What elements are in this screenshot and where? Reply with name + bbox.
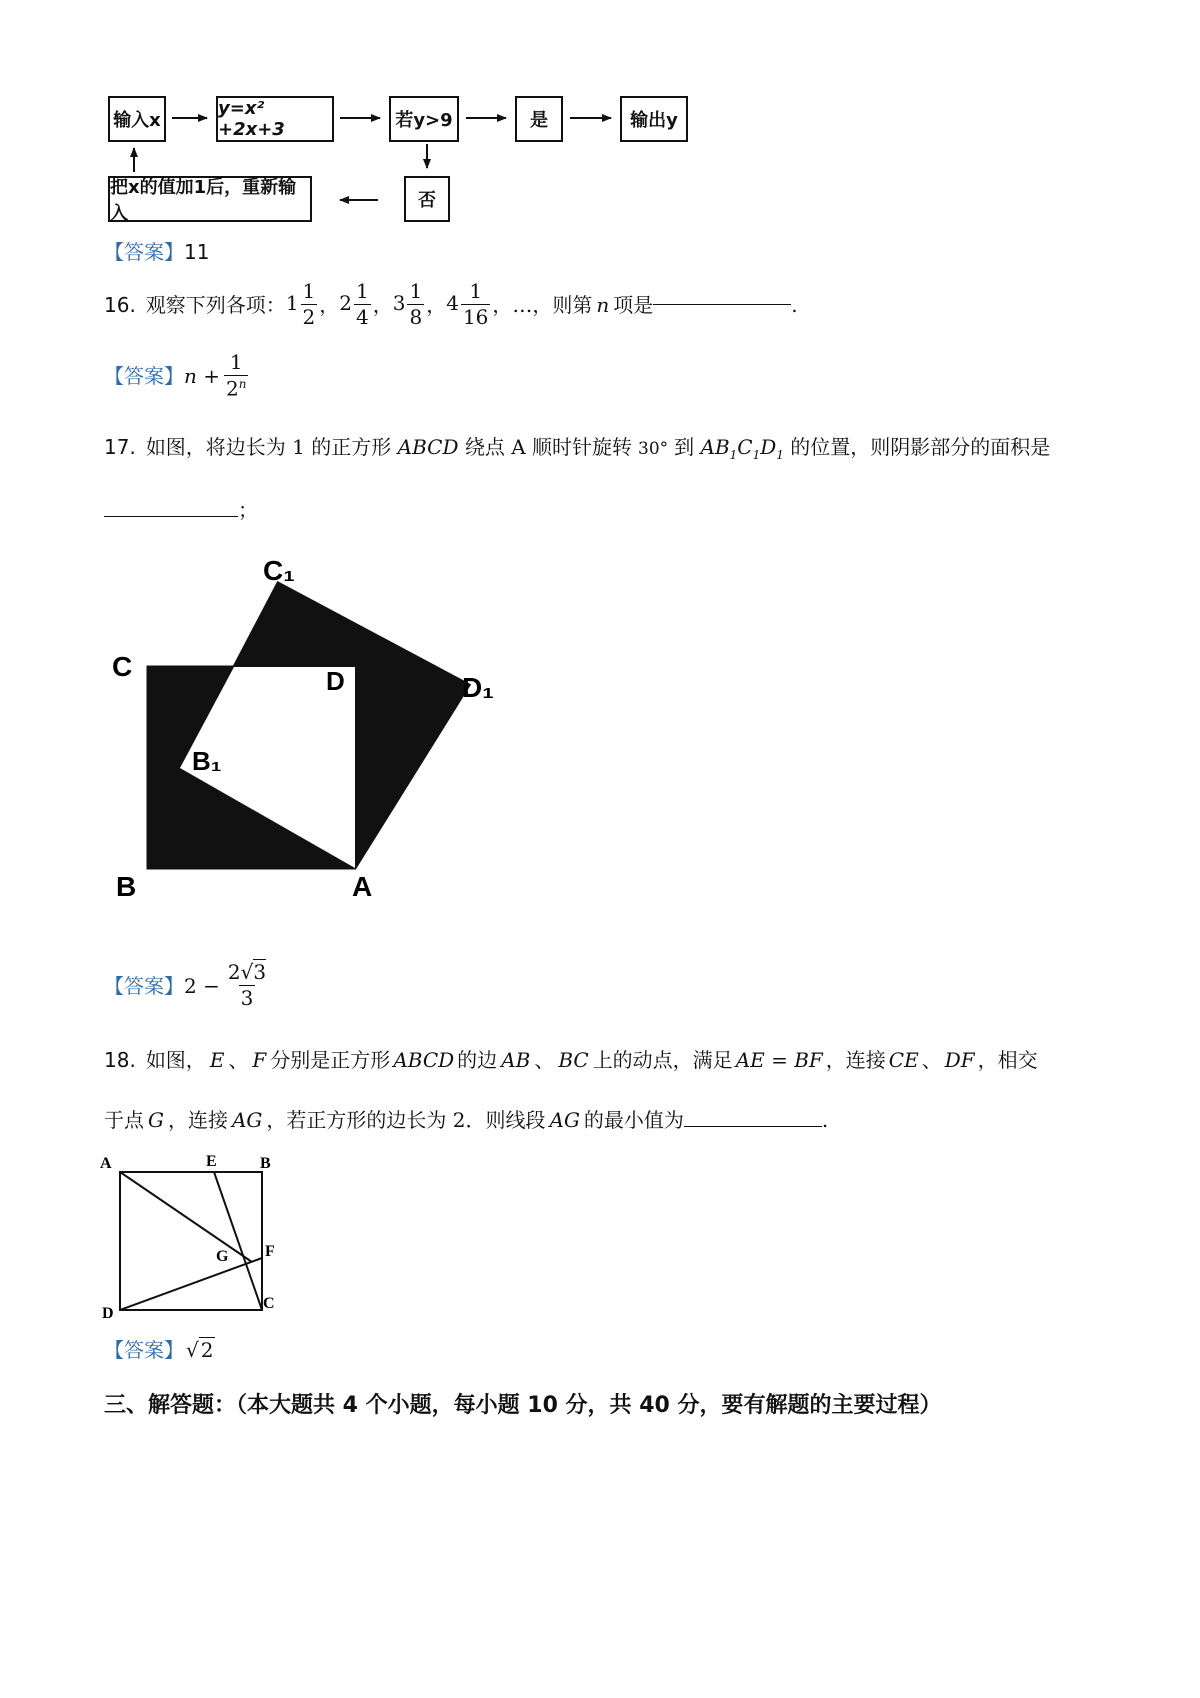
q18-text-line1: 18. 如图， E 、 F 分别是正方形 ABCD 的边 AB 、 BC 上的动点，满足 AE = BF ，连接 CE 、 DF ，相交	[104, 1048, 1038, 1072]
q18-label-B: B	[260, 1155, 271, 1172]
q17-answer-fraction: $\frac{2√3}{3}$	[227, 960, 267, 1010]
flowchart-loop-box: 把x的值加1后，重新输入	[108, 176, 312, 222]
q18-answer-radical: √ 2	[186, 1338, 214, 1362]
q18-label-E: E	[206, 1153, 217, 1170]
q17-answer-blank[interactable]	[104, 516, 238, 517]
q18-answer-blank[interactable]	[684, 1126, 822, 1127]
section-3-heading: 三、解答题：（本大题共 4 个小题，每小题 10 分，共 40 分，要有解题的主要过程）	[104, 1393, 942, 1418]
q17-label-D: D	[326, 666, 345, 696]
q17-label-A: A	[352, 871, 373, 902]
q17-label-D1: D₁	[462, 672, 494, 703]
q18-label-A: A	[100, 1155, 112, 1172]
q16-text: 16. 观察下列各项： 1 $\frac{1}{2}$ ， 2 $\frac{1}{4}$ ， 3 $\frac{1}{8}$ ， 4 $\frac{1}{16}$ ，…，则第 n 项是 .	[104, 279, 798, 329]
q16-answer: 【答案】 n + $\frac{1}{2^n}$	[104, 350, 247, 401]
q18-label-F: F	[265, 1243, 275, 1260]
q18-label-G: G	[216, 1248, 229, 1265]
q18-segment-DF	[120, 1258, 262, 1310]
q16-item-3: 3 $\frac{1}{8}$	[392, 279, 423, 329]
q18-square	[120, 1172, 262, 1310]
flowchart-arrows	[0, 0, 720, 240]
q18-text-line2: 于点 G ，连接 AG ，若正方形的边长为 2．则线段 AG 的最小值为 .	[104, 1108, 829, 1132]
q17-label-B1: B₁	[192, 746, 222, 776]
q18-label-C: C	[263, 1295, 275, 1312]
q17-answer: 【答案】 2 − $\frac{2√3}{3}$	[104, 960, 267, 1010]
flowchart-formula-box: y=x² +2x+3	[216, 96, 334, 142]
q18-segment-AG	[120, 1172, 252, 1262]
q16-item-1: 1 $\frac{1}{2}$	[285, 279, 316, 329]
flowchart-input-box: 输入x	[108, 96, 166, 142]
q16-answer-fraction: $\frac{1}{2^n}$	[226, 350, 247, 401]
q18-label-D: D	[102, 1305, 114, 1318]
q18-figure	[96, 1148, 296, 1318]
q15-answer: 【答案】11	[104, 240, 210, 264]
flowchart-condition-box: 若y>9	[389, 96, 459, 142]
q16-item-4: 4 $\frac{1}{16}$	[446, 279, 489, 329]
q17-text: 17. 如图，将边长为 1 的正方形 ABCD 绕点 A 顺时针旋转 30° 到 $AB_1C_1D_1$ 的位置，则阴影部分的面积是	[104, 435, 1051, 462]
q16-item-2: 2 $\frac{1}{4}$	[339, 279, 369, 329]
q17-label-C: C	[112, 651, 133, 682]
q17-label-C1: C₁	[263, 555, 295, 586]
q17-label-B: B	[116, 871, 137, 902]
flowchart-no-box: 否	[404, 176, 450, 222]
q16-answer-blank[interactable]	[653, 304, 791, 305]
flowchart-output-box: 输出y	[620, 96, 688, 142]
q17-figure	[100, 550, 540, 910]
q18-answer: 【答案】 √ 2	[104, 1338, 214, 1362]
q17-blank-line: ；	[104, 500, 258, 520]
flowchart-yes-box: 是	[515, 96, 563, 142]
